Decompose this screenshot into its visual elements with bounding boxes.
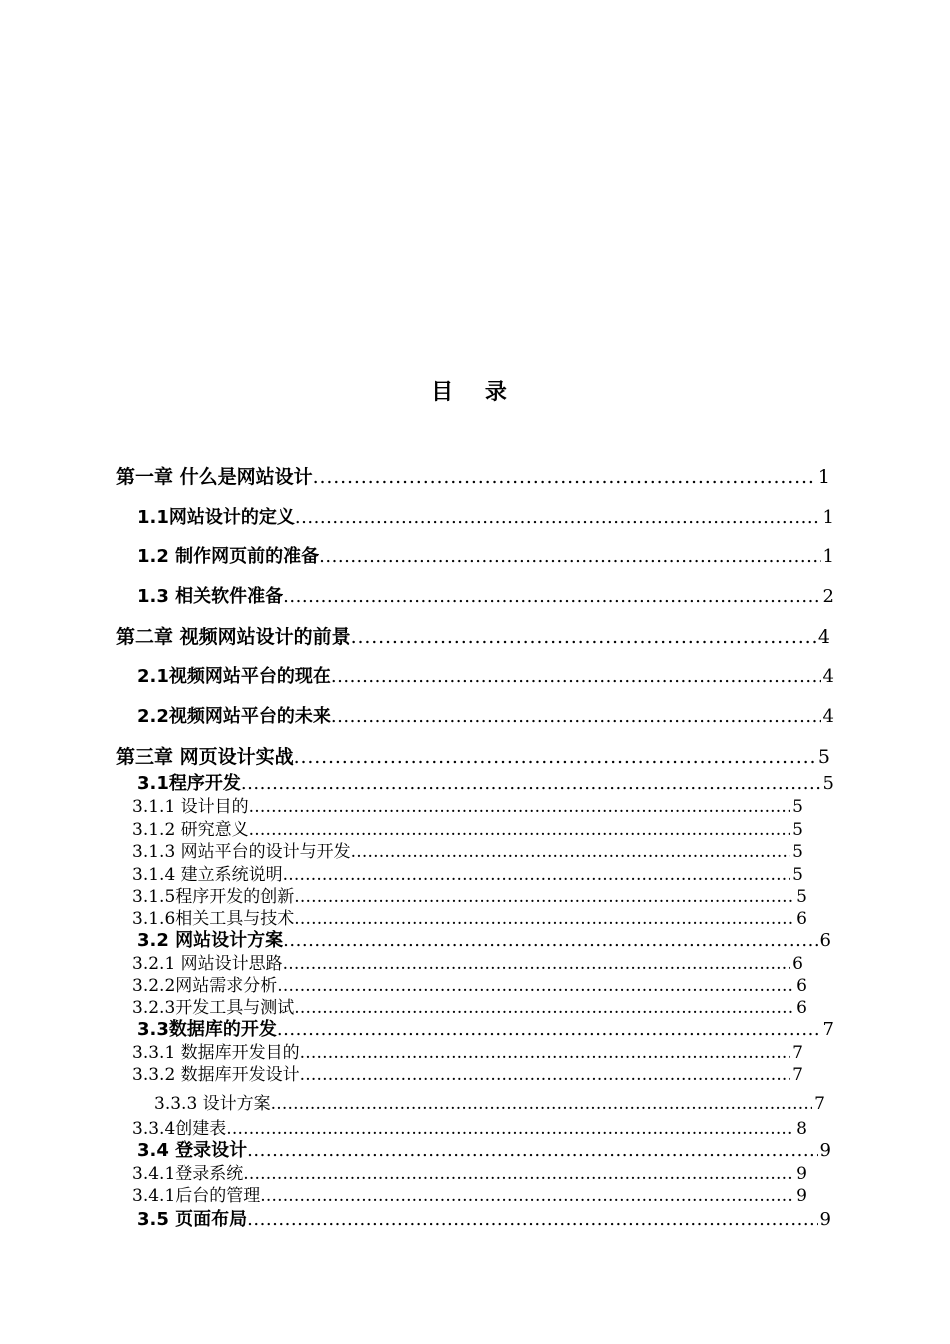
toc-entry-label: 3.3数据库的开发 <box>137 1019 277 1040</box>
toc-entry-label: 3.1.2 研究意义 <box>132 820 249 840</box>
toc-page-number: 6 <box>819 930 831 951</box>
toc-entry[interactable] <box>132 1181 807 1206</box>
toc-entry-label: 3.1.6相关工具与技术 <box>132 909 295 929</box>
toc-page-number: 6 <box>796 976 807 996</box>
toc-leader <box>277 1019 821 1040</box>
toc-entry[interactable] <box>132 837 803 862</box>
toc-entry-label: 1.1网站设计的定义 <box>137 507 295 528</box>
toc-entry-label: 第一章 什么是网站设计 <box>116 466 313 488</box>
toc-entry-label: 2.1视频网站平台的现在 <box>137 666 331 687</box>
toc-entry-label: 3.1.3 网站平台的设计与开发 <box>132 842 351 862</box>
toc-leader <box>260 1186 794 1206</box>
toc-page-number: 5 <box>792 865 803 885</box>
toc-leader <box>295 507 821 528</box>
toc-entry[interactable] <box>116 742 830 769</box>
toc-leader <box>313 466 816 488</box>
toc-entry-label: 1.2 制作网页前的准备 <box>137 546 320 567</box>
toc-leader <box>351 842 791 862</box>
toc-page-number: 6 <box>792 954 803 974</box>
toc-page-number: 6 <box>796 909 807 929</box>
toc-entry[interactable] <box>116 462 830 489</box>
toc-leader <box>331 706 821 727</box>
toc-leader <box>249 797 791 817</box>
toc-page-number: 7 <box>792 1065 803 1085</box>
toc-page-number: 5 <box>792 842 803 862</box>
toc-entry[interactable] <box>137 662 834 688</box>
toc-entry-label: 3.2 网站设计方案 <box>137 930 284 951</box>
toc-page-number: 2 <box>822 586 834 607</box>
toc-entry-label: 3.4 登录设计 <box>137 1140 248 1161</box>
toc-entry-label: 1.3 相关软件准备 <box>137 586 284 607</box>
toc-entry-label: 3.3.2 数据库开发设计 <box>132 1065 300 1085</box>
toc-entry-label: 第二章 视频网站设计的前景 <box>116 626 351 648</box>
toc-page-number: 6 <box>796 998 807 1018</box>
toc-page-number: 4 <box>822 706 834 727</box>
toc-leader <box>283 930 817 951</box>
toc-page-number: 7 <box>822 1019 834 1040</box>
toc-leader <box>294 746 816 768</box>
toc-entry-label: 3.1程序开发 <box>137 773 241 794</box>
toc-entry[interactable] <box>154 1089 825 1114</box>
toc-entry[interactable] <box>132 792 803 817</box>
toc-entry[interactable] <box>116 622 830 649</box>
toc-page-number: 9 <box>796 1164 807 1184</box>
toc-entry[interactable] <box>137 503 834 529</box>
toc-entry[interactable] <box>137 582 834 608</box>
toc-entry[interactable] <box>137 1205 831 1231</box>
toc-entry-label: 2.2视频网站平台的未来 <box>137 706 331 727</box>
toc-entry-label: 3.2.1 网站设计思路 <box>132 954 283 974</box>
toc-leader <box>241 773 821 794</box>
toc-entry-label: 3.3.3 设计方案 <box>154 1094 271 1114</box>
toc-leader <box>300 1065 791 1085</box>
toc-entry-label: 3.4.1登录系统 <box>132 1164 244 1184</box>
toc-entry[interactable] <box>137 702 834 728</box>
toc-page-number: 1 <box>817 466 830 488</box>
toc-page-number: 1 <box>822 507 834 528</box>
toc-entry[interactable] <box>137 542 834 568</box>
toc-entry-label: 3.5 页面布局 <box>137 1209 248 1230</box>
toc-entry-label: 3.1.1 设计目的 <box>132 797 249 817</box>
toc-page-number: 5 <box>817 746 830 768</box>
toc-entry-label: 3.3.1 数据库开发目的 <box>132 1043 300 1063</box>
toc-page-number: 4 <box>817 626 830 648</box>
toc-entry-label: 3.3.4创建表 <box>132 1119 227 1139</box>
toc-page-number: 4 <box>822 666 834 687</box>
toc-entry-label: 3.4.1后台的管理 <box>132 1186 261 1206</box>
toc-page-number: 5 <box>822 773 834 794</box>
toc-leader <box>283 586 820 607</box>
toc-page-number: 5 <box>792 797 803 817</box>
toc-leader <box>271 1094 813 1114</box>
toc-leader <box>319 546 820 567</box>
toc-page-number: 9 <box>796 1186 807 1206</box>
toc-entry-label: 第三章 网页设计实战 <box>116 746 294 768</box>
toc-page-number: 5 <box>796 887 807 907</box>
page-title: 目 录 <box>431 380 519 405</box>
toc-leader <box>351 626 816 648</box>
toc-page-number: 9 <box>819 1140 831 1161</box>
toc-leader <box>247 1209 817 1230</box>
toc-entry[interactable] <box>132 1060 803 1085</box>
toc-entry-label: 3.1.4 建立系统说明 <box>132 865 283 885</box>
toc-page-number: 7 <box>792 1043 803 1063</box>
toc-entry-label: 3.1.5程序开发的创新 <box>132 887 295 907</box>
toc-page-number: 9 <box>819 1209 831 1230</box>
toc-page-number: 8 <box>796 1119 807 1139</box>
toc-page-number: 7 <box>814 1094 825 1114</box>
toc-entry-label: 3.2.3开发工具与测试 <box>132 998 295 1018</box>
toc-page-number: 1 <box>822 546 834 567</box>
toc-leader <box>331 666 821 687</box>
toc-entry-label: 3.2.2网站需求分析 <box>132 976 278 996</box>
toc-leader <box>247 1140 817 1161</box>
toc-page-number: 5 <box>792 820 803 840</box>
